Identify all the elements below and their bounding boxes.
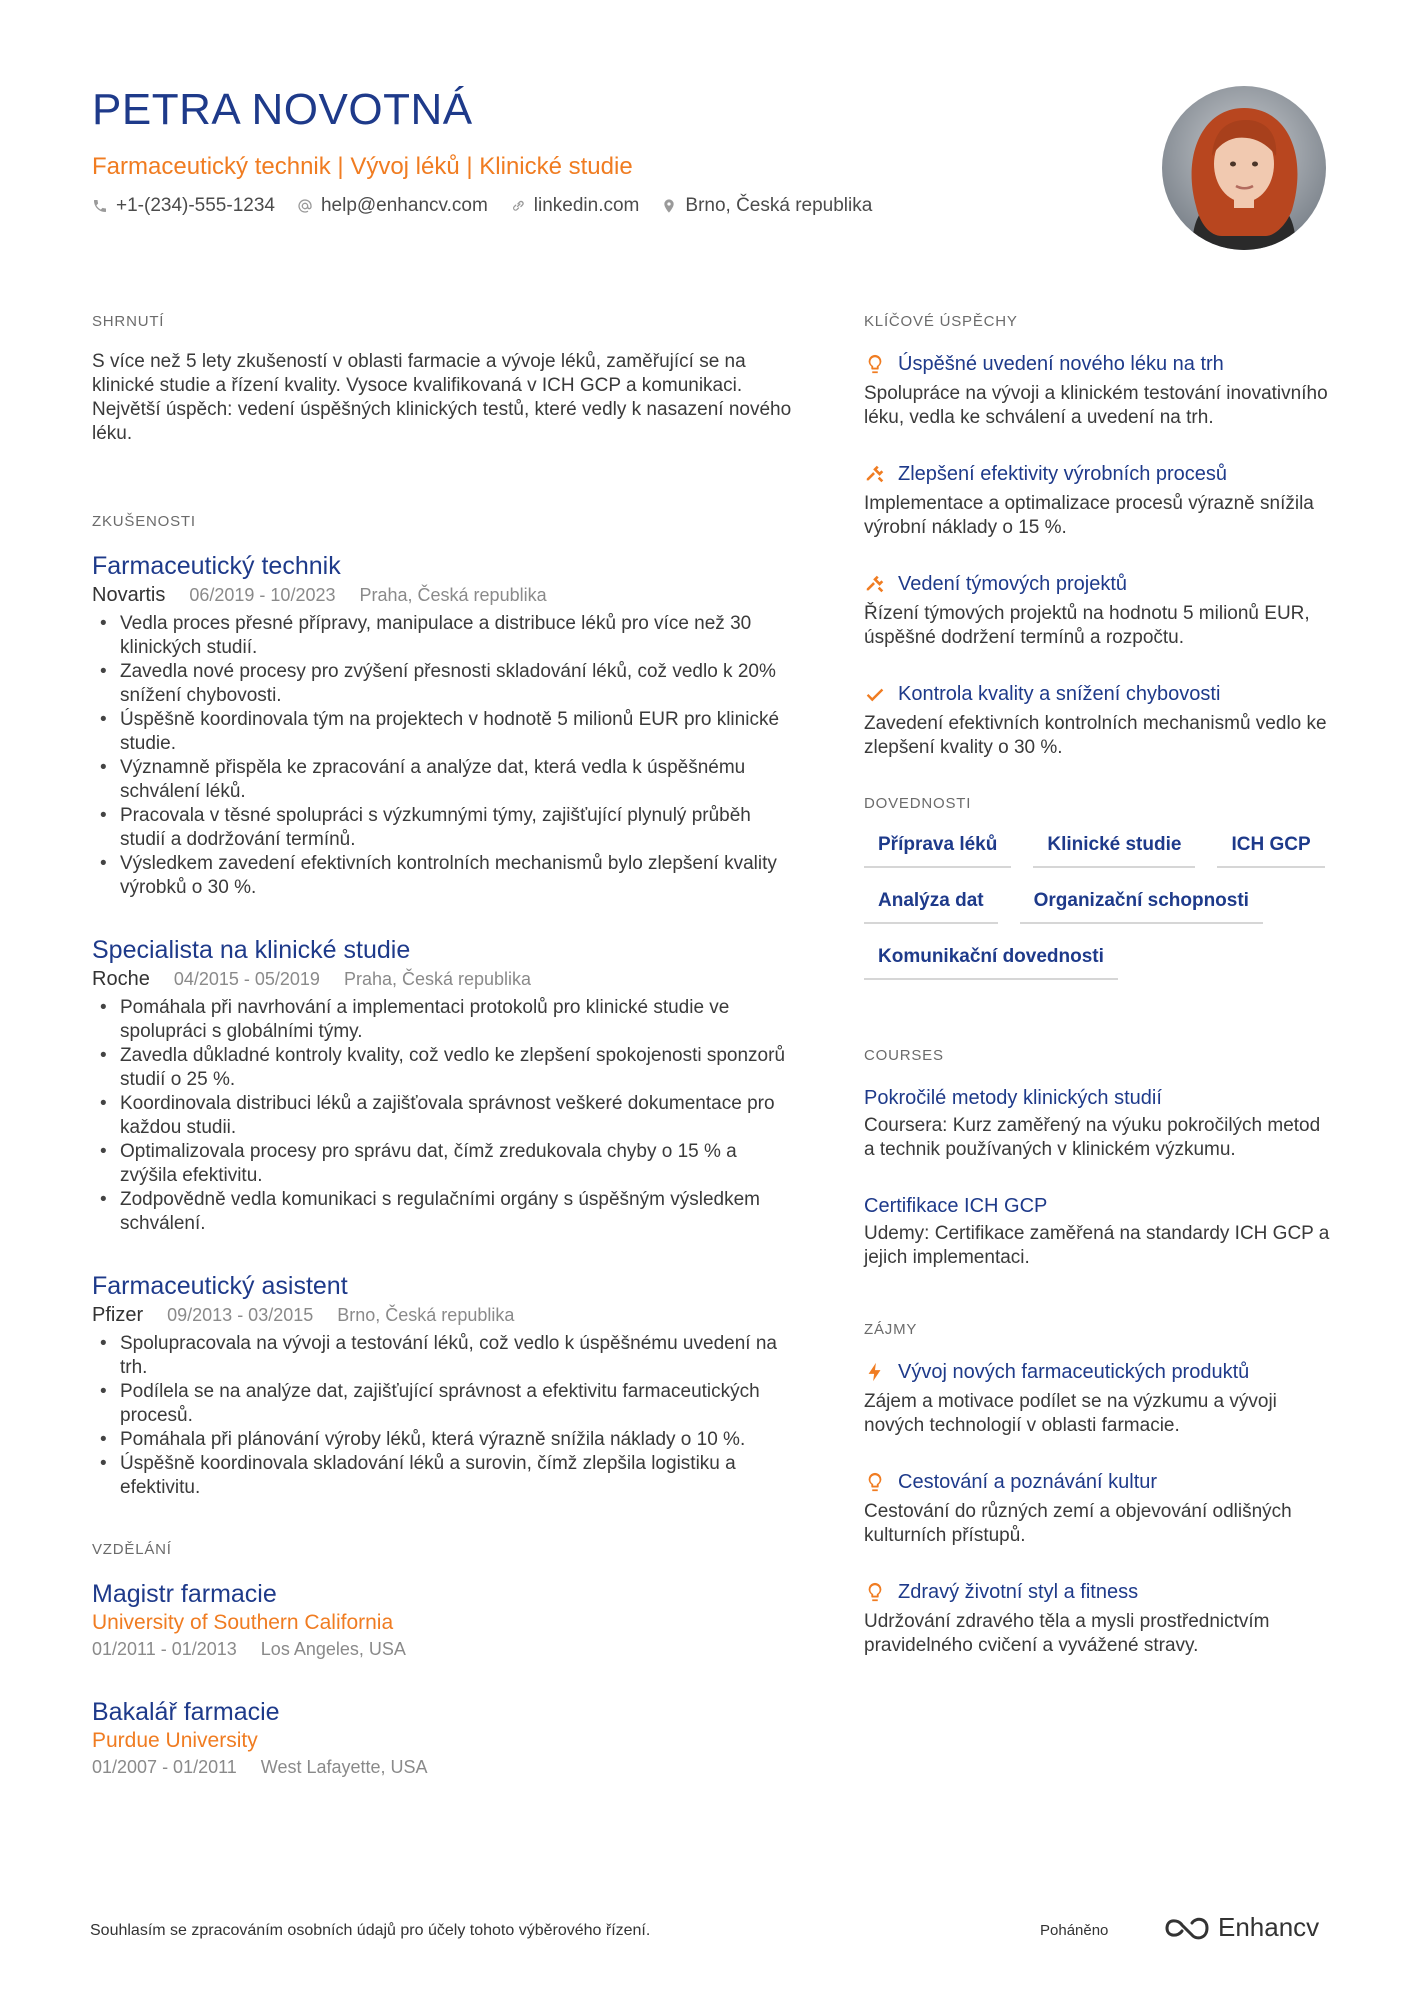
education-dates: 01/2007 - 01/2011	[92, 1757, 237, 1777]
interest-item-title: Zdravý životní styl a fitness	[898, 1581, 1139, 1603]
job-title: Farmaceutický asistent	[92, 1272, 348, 1300]
bullet-item: • Pracovala v těsné spolupráci s výzkumnými týmy, zajišťující plynulý průběh studií a dodržování termínů.	[92, 804, 792, 852]
achievement-list	[864, 350, 1330, 760]
skill-tag: Komunikační dovednosti	[864, 944, 1118, 980]
job-meta	[92, 1302, 792, 1328]
interest-item	[864, 1578, 1330, 1658]
job-location: Praha, Česká republika	[343, 969, 532, 989]
resume-header	[92, 84, 1132, 220]
achievement-item-header	[864, 570, 1330, 598]
job-dates: 09/2013 - 03/2015	[167, 1305, 314, 1325]
brand-logo[interactable]	[1164, 1912, 1319, 1943]
job-entry	[92, 1270, 792, 1500]
consent-text: Souhlasím se zpracováním osobních údajů pro účely tohoto výběrového řízení.	[90, 1922, 651, 1939]
skill-tag: ICH GCP	[1217, 832, 1324, 868]
interest-item-header	[864, 1358, 1330, 1386]
interests-section	[864, 1320, 1330, 1658]
job-company: Roche	[92, 968, 150, 990]
education-list	[92, 1578, 792, 1780]
education-location: Los Angeles, USA	[260, 1639, 406, 1659]
skill-tag: Příprava léků	[864, 832, 1011, 868]
summary-section	[92, 312, 792, 446]
footer	[90, 1912, 1330, 1952]
bolt-icon	[864, 1361, 886, 1383]
tools-icon	[864, 573, 886, 595]
course-item	[864, 1084, 1330, 1162]
summary-heading: SHRNUTÍ	[92, 313, 165, 330]
education-meta	[92, 1754, 792, 1780]
location-text: Brno, Česká republika	[685, 195, 873, 216]
achievement-item	[864, 460, 1330, 540]
skills-section	[864, 794, 1330, 980]
school-name: University of Southern California	[92, 1611, 394, 1634]
contact-email[interactable]	[297, 192, 488, 220]
school-name: Purdue University	[92, 1729, 258, 1752]
bullet-item: • Podílela se na analýze dat, zajišťující správnost a efektivitu farmaceutických procesů.	[92, 1380, 792, 1428]
job-company: Pfizer	[92, 1304, 144, 1326]
interest-item-description: Udržování zdravého těla a mysli prostřednictvím pravidelného cvičení a vyvážené stravy.	[864, 1611, 1270, 1656]
achievement-item	[864, 680, 1330, 760]
bullet-item: • Úspěšně koordinovala tým na projektech v hodnotě 5 milionů EUR pro klinické studie.	[92, 708, 792, 756]
tools-icon	[864, 463, 886, 485]
candidate-name: PETRA NOVOTNÁ	[92, 85, 473, 134]
brand-name: Enhancv	[1218, 1912, 1320, 1942]
bullet-item: • Úspěšně koordinovala skladování léků a surovin, čímž zlepšila logistiku a efektivitu.	[92, 1452, 792, 1500]
achievement-item	[864, 350, 1330, 430]
skill-tag: Klinické studie	[1033, 832, 1195, 868]
bullet-item: • Koordinovala distribuci léků a zajišťovala správnost veškeré dokumentace pro každou studii.	[92, 1092, 792, 1140]
achievement-item-description: Zavedení efektivních kontrolních mechanismů vedlo ke zlepšení kvality o 30 %.	[864, 713, 1327, 758]
interest-list	[864, 1358, 1330, 1658]
right-column	[864, 312, 1330, 1688]
achievement-item-title: Zlepšení efektivity výrobních procesů	[898, 463, 1228, 485]
job-company: Novartis	[92, 584, 166, 606]
job-dates: 04/2015 - 05/2019	[173, 969, 320, 989]
education-entry	[92, 1696, 792, 1780]
bullet-item: • Zavedla důkladné kontroly kvality, což vedlo ke zlepšení spokojenosti sponzorů studií o 25 %.	[92, 1044, 792, 1092]
achievement-item-title: Vedení týmových projektů	[898, 573, 1128, 595]
achievement-item-header	[864, 680, 1330, 708]
courses-section	[864, 1046, 1330, 1270]
degree-title: Magistr farmacie	[92, 1580, 277, 1608]
bullet-item: • Optimalizovala procesy pro správu dat, čímž zredukovala chyby o 15 % a zvýšila efektivitu.	[92, 1140, 792, 1188]
job-dates: 06/2019 - 10/2023	[189, 585, 336, 605]
job-entry	[92, 550, 792, 900]
course-item	[864, 1192, 1330, 1270]
achievement-item-description: Implementace a optimalizace procesů výrazně snížila výrobní náklady o 15 %.	[864, 493, 1314, 538]
lightbulb-icon	[864, 353, 886, 375]
job-title: Specialista na klinické studie	[92, 936, 411, 964]
education-dates: 01/2011 - 01/2013	[92, 1639, 237, 1659]
course-list	[864, 1084, 1330, 1270]
profile-photo	[1162, 86, 1326, 250]
job-meta	[92, 966, 792, 992]
bullet-item: • Vedla proces přesné přípravy, manipulace a distribuce léků pro více než 30 klinických studií.	[92, 612, 792, 660]
achievement-item-title: Kontrola kvality a snížení chybovosti	[898, 683, 1221, 705]
contact-row	[92, 192, 1132, 220]
courses-heading: COURSES	[864, 1047, 944, 1064]
bullet-item: • Výsledkem zavedení efektivních kontrolních mechanismů bylo zlepšení kvality výrobků o 30 %.	[92, 852, 792, 900]
education-meta	[92, 1636, 792, 1662]
left-column	[92, 312, 792, 1814]
interest-item	[864, 1468, 1330, 1548]
job-bullets	[92, 996, 792, 1236]
candidate-subtitle: Farmaceutický technik | Vývoj léků | Klinické studie	[92, 153, 633, 180]
email-text: help@enhancv.com	[320, 195, 488, 216]
contact-location	[661, 192, 872, 220]
skill-tag: Analýza dat	[864, 888, 998, 924]
achievement-item-description: Spolupráce na vývoji a klinickém testování inovativního léku, vedla ke schválení a uvedení na trh.	[864, 383, 1328, 428]
bullet-item: • Pomáhala při navrhování a implementaci protokolů pro klinické studie ve spolupráci s globálními týmy.	[92, 996, 792, 1044]
job-meta	[92, 582, 792, 608]
course-title: Pokročilé metody klinických studií	[864, 1087, 1162, 1109]
at-icon	[297, 198, 313, 214]
lightbulb-icon	[864, 1471, 886, 1493]
degree-title: Bakalář farmacie	[92, 1698, 280, 1726]
link-icon	[510, 198, 526, 214]
enhancv-logo-icon	[1164, 1915, 1210, 1941]
achievements-heading: KLÍČOVÉ ÚSPĚCHY	[864, 313, 1018, 330]
achievement-item	[864, 570, 1330, 650]
lightbulb-icon	[864, 1581, 886, 1603]
powered-by-label: Poháněno	[1040, 1922, 1109, 1939]
phone-text: +1-(234)-555-1234	[116, 195, 275, 216]
job-bullets	[92, 612, 792, 900]
job-list	[92, 550, 792, 1500]
bullet-item: • Zavedla nové procesy pro zvýšení přesnosti skladování léků, což vedlo k 20% snížení chybovosti.	[92, 660, 792, 708]
phone-icon	[92, 198, 108, 214]
experience-heading: ZKUŠENOSTI	[92, 513, 196, 530]
interest-item-description: Cestování do různých zemí a objevování odlišných kulturních přístupů.	[864, 1501, 1292, 1546]
interest-item-title: Cestování a poznávání kultur	[898, 1471, 1158, 1493]
interest-item	[864, 1358, 1330, 1438]
achievements-section	[864, 312, 1330, 760]
location-pin-icon	[661, 198, 677, 214]
course-description: Udemy: Certifikace zaměřená na standardy ICH GCP a jejich implementaci.	[864, 1223, 1330, 1268]
interests-heading: ZÁJMY	[864, 1321, 918, 1338]
summary-text: S více než 5 lety zkušeností v oblasti farmacie a vývoje léků, zaměřující se na klinické studie a řízení kvality. Vysoce kvalifikovaná v ICH GCP a komunikaci. Největší úspěch: vedení úspěšných klinických testů, které vedly k nasazení nového léku.	[92, 351, 792, 444]
experience-section	[92, 512, 792, 1500]
job-entry	[92, 934, 792, 1236]
interest-item-title: Vývoj nových farmaceutických produktů	[898, 1361, 1250, 1383]
bullet-item: • Významně přispěla ke zpracování a analýze dat, která vedla k úspěšnému schválení léků.	[92, 756, 792, 804]
linkedin-text: linkedin.com	[533, 195, 640, 216]
interest-item-header	[864, 1578, 1330, 1606]
achievement-item-description: Řízení týmových projektů na hodnotu 5 milionů EUR, úspěšné dodržení termínů a rozpočtu.	[864, 603, 1310, 648]
skill-tag: Organizační schopnosti	[1020, 888, 1263, 924]
job-location: Brno, Česká republika	[337, 1305, 515, 1325]
education-entry	[92, 1578, 792, 1662]
job-location: Praha, Česká republika	[359, 585, 547, 605]
interest-item-description: Zájem a motivace podílet se na výzkumu a vývoji nových technologií v oblasti farmacie.	[864, 1391, 1277, 1436]
bullet-item: • Zodpovědně vedla komunikaci s regulačními orgány s úspěšným výsledkem schválení.	[92, 1188, 792, 1236]
course-description: Coursera: Kurz zaměřený na výuku pokročilých metod a technik používaných v klinickém výzkumu.	[864, 1115, 1321, 1160]
education-section	[92, 1540, 792, 1780]
skill-list	[864, 832, 1330, 980]
achievement-item-header	[864, 460, 1330, 488]
education-heading: VZDĚLÁNÍ	[92, 1541, 172, 1558]
job-title: Farmaceutický technik	[92, 552, 341, 580]
checkmark-icon	[864, 683, 886, 705]
course-title: Certifikace ICH GCP	[864, 1195, 1048, 1217]
bullet-item: • Spolupracovala na vývoji a testování léků, což vedlo k úspěšnému uvedení na trh.	[92, 1332, 792, 1380]
achievement-item-title: Úspěšné uvedení nového léku na trh	[898, 353, 1224, 375]
education-location: West Lafayette, USA	[260, 1757, 428, 1777]
achievement-item-header	[864, 350, 1330, 378]
job-bullets	[92, 1332, 792, 1500]
bullet-item: • Pomáhala při plánování výroby léků, která výrazně snížila náklady o 10 %.	[92, 1428, 792, 1452]
skills-heading: DOVEDNOSTI	[864, 795, 972, 812]
interest-item-header	[864, 1468, 1330, 1496]
contact-phone[interactable]	[92, 192, 275, 220]
contact-linkedin[interactable]	[510, 192, 640, 220]
